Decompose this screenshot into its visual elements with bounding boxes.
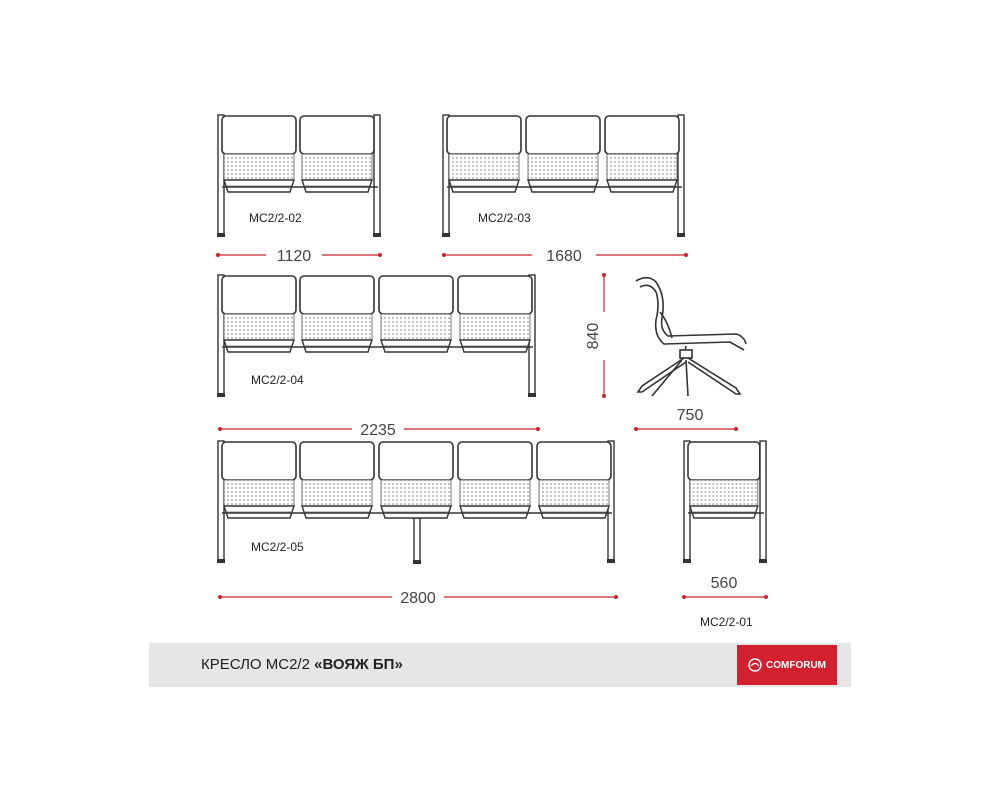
brand-name: COMFORUM — [766, 659, 826, 671]
dimension-2800: 2800 — [400, 590, 436, 607]
single-seat — [683, 441, 767, 563]
dimension-560: 560 — [710, 575, 738, 592]
model-label-mc2-2-01: MC2/2-01 — [700, 615, 753, 629]
side-profile-chair — [636, 278, 746, 396]
brand-mark-icon — [748, 658, 762, 672]
footer-bar — [149, 643, 851, 687]
dimension-line-840 — [602, 273, 606, 398]
product-title — [201, 656, 403, 673]
dimension-840: 840 — [585, 322, 602, 350]
dimension-2235: 2235 — [360, 422, 396, 439]
model-label-mc2-2-02: MC2/2-02 — [249, 211, 302, 225]
product-title-name: «ВОЯЖ БП» — [314, 656, 403, 673]
dimension-750: 750 — [676, 407, 704, 424]
dimension-1680: 1680 — [546, 248, 582, 265]
product-title-prefix: КРЕСЛО MC2/2 — [201, 656, 315, 673]
dimension-1120: 1120 — [276, 248, 312, 265]
model-label-mc2-2-03: MC2/2-03 — [478, 211, 531, 225]
dimension-line-560 — [682, 595, 768, 599]
brand-logo — [737, 645, 837, 685]
model-label-mc2-2-04: MC2/2-04 — [251, 373, 304, 387]
model-label-mc2-2-05: MC2/2-05 — [251, 540, 304, 554]
dimension-line-750 — [634, 427, 738, 431]
